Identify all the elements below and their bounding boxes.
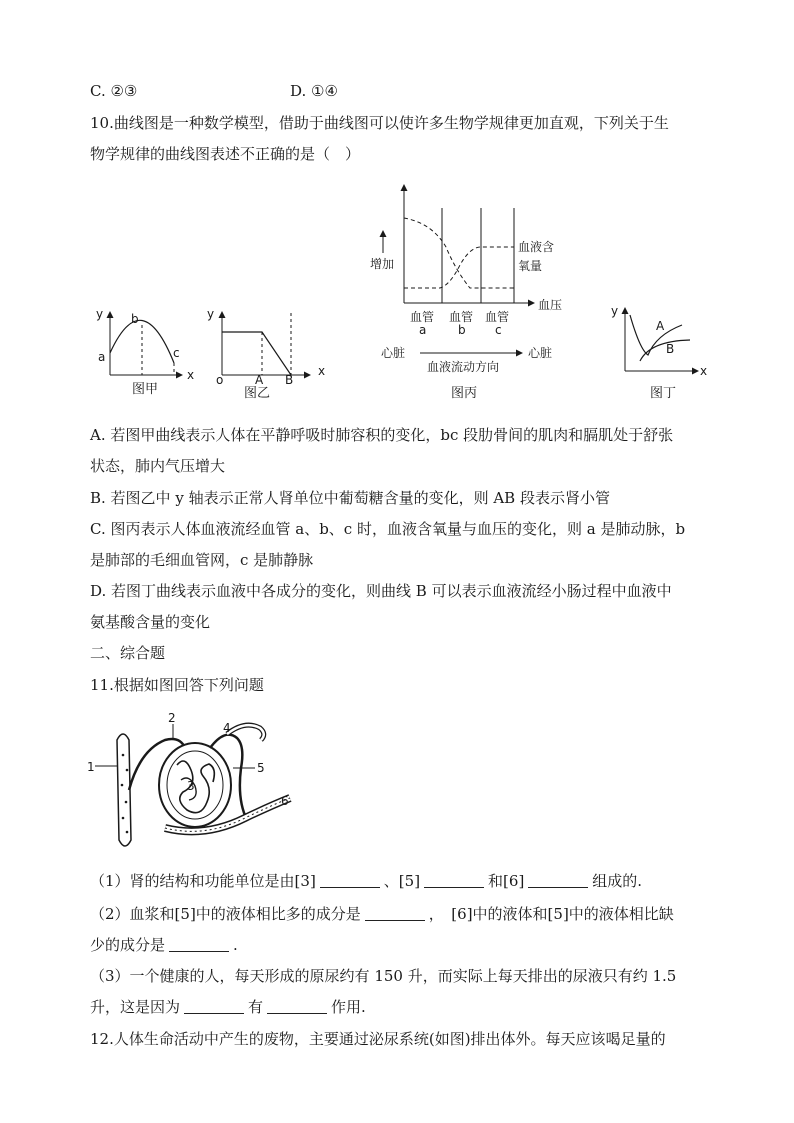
yi-A-label: A bbox=[255, 373, 264, 387]
yi-caption: 图乙 bbox=[244, 386, 271, 401]
bing-pressure-label: 血压 bbox=[538, 298, 563, 312]
q10-stem-line1: 10.曲线图是一种数学模型，借助于曲线图可以使许多生物学规律更加直观，下列关于生 bbox=[90, 114, 669, 132]
section-heading: 二、综合题 bbox=[90, 644, 166, 662]
figure-jia bbox=[96, 307, 194, 397]
jia-b-label: b bbox=[131, 312, 139, 326]
nephron-label-4: 4 bbox=[223, 721, 231, 735]
bing-c-label: c bbox=[495, 323, 502, 337]
bing-oxygen-label1: 血液含 bbox=[518, 240, 555, 254]
q11-title: 11.根据如图回答下列问题 bbox=[90, 676, 264, 694]
bing-vessel-b: 血管 bbox=[449, 310, 474, 324]
ding-B-label: B bbox=[666, 342, 675, 356]
q11-sub3-line2 bbox=[90, 997, 366, 1017]
q11-blank-3[interactable] bbox=[320, 873, 380, 888]
ding-y-label: y bbox=[611, 304, 619, 318]
q11-blank-5[interactable] bbox=[424, 873, 484, 888]
nephron-label-2: 2 bbox=[168, 711, 176, 725]
q11-sub2-text-a: （2）血浆和[5]中的液体相比多的成分是 bbox=[90, 905, 361, 923]
bing-b-label: b bbox=[458, 323, 466, 337]
bing-flow-label: 血液流动方向 bbox=[427, 360, 500, 374]
q10-option-d-line1: D. 若图丁曲线表示血液中各成分的变化，则曲线 B 可以表示血液流经小肠过程中血液中 bbox=[90, 582, 672, 600]
nephron-label-3: 3 bbox=[187, 779, 195, 793]
jia-a-label: a bbox=[98, 350, 106, 364]
bing-increase-label: 增加 bbox=[370, 257, 395, 271]
jia-caption: 图甲 bbox=[132, 382, 159, 397]
figure-ding bbox=[611, 304, 707, 401]
jia-y-label: y bbox=[96, 307, 104, 321]
q11-sub3-text-b: 升，这是因为 bbox=[90, 998, 181, 1016]
q11-sub2-text-d: . bbox=[233, 936, 238, 954]
q10-stem-line2: 物学规律的曲线图表述不正确的是（ ） bbox=[90, 145, 361, 163]
nephron-label-1: 1 bbox=[87, 760, 95, 774]
q10-option-b: B. 若图乙中 y 轴表示正常人肾单位中葡萄糖含量的变化，则 AB 段表示肾小管 bbox=[90, 489, 610, 507]
q11-blank-effect[interactable] bbox=[267, 999, 327, 1014]
figure-bing bbox=[370, 185, 562, 401]
q10-option-c-line1: C. 图丙表示人体血液流经血管 a、b、c 时，血液含氧量与血压的变化，则 a 是肺动脉，b bbox=[90, 520, 686, 538]
q10-figures bbox=[0, 175, 794, 405]
q11-sub1-text-a: （1）肾的结构和功能单位是由[3] bbox=[90, 872, 316, 890]
ding-x-label: x bbox=[700, 364, 708, 378]
q11-blank-6[interactable] bbox=[528, 873, 588, 888]
q11-sub3-text-c: 有 bbox=[248, 998, 264, 1016]
yi-x-label: x bbox=[318, 364, 326, 378]
ding-caption: 图丁 bbox=[650, 386, 677, 401]
bing-heart-left: 心脏 bbox=[381, 346, 406, 360]
q11-sub2-text-c: 少的成分是 bbox=[90, 936, 166, 954]
q11-sub2-text-b: ， [6]中的液体和[5]中的液体相比缺 bbox=[428, 905, 674, 923]
q10-option-c-line2: 是肺部的毛细血管网，c 是肺静脉 bbox=[90, 551, 314, 569]
yi-B-label: B bbox=[285, 373, 294, 387]
bing-vessel-a: 血管 bbox=[410, 310, 435, 324]
q10-option-a-line1: A. 若图甲曲线表示人体在平静呼吸时肺容积的变化，bc 段肋骨间的肌肉和膈肌处于舒张 bbox=[90, 426, 674, 444]
jia-x-label: x bbox=[187, 368, 195, 382]
bing-a-label: a bbox=[419, 323, 427, 337]
q11-blank-more[interactable] bbox=[365, 906, 425, 921]
yi-o-label: o bbox=[216, 373, 224, 387]
q11-blank-reason[interactable] bbox=[184, 999, 244, 1014]
q10-option-a-line2: 状态，肺内气压增大 bbox=[90, 457, 226, 475]
bing-caption: 图丙 bbox=[451, 386, 478, 401]
nephron-diagram bbox=[85, 710, 305, 860]
q11-sub1-text-b: 、[5] bbox=[383, 872, 421, 890]
q11-sub1 bbox=[90, 871, 642, 891]
q11-sub1-text-c: 和[6] bbox=[488, 872, 525, 890]
q11-sub3-line1: （3）一个健康的人，每天形成的原尿约有 150 升，而实际上每天排出的尿液只有约 1.5 bbox=[90, 967, 677, 985]
q12-stem-line1: 12.人体生命活动中产生的废物，主要通过泌尿系统(如图)排出体外。每天应该喝足量的 bbox=[90, 1030, 666, 1048]
nephron-label-6: 6 bbox=[281, 794, 289, 808]
q10-option-d-line2: 氨基酸含量的变化 bbox=[90, 613, 211, 631]
q11-sub2-line1 bbox=[90, 904, 674, 924]
q11-sub2-line2 bbox=[90, 935, 238, 955]
q11-blank-less[interactable] bbox=[169, 937, 229, 952]
q11-sub1-text-d: 组成的. bbox=[592, 872, 643, 890]
figure-yi bbox=[207, 307, 325, 401]
nephron-label-5: 5 bbox=[257, 761, 265, 775]
option-d: D. ①④ bbox=[290, 82, 338, 100]
bing-oxygen-label2: 氧量 bbox=[518, 259, 543, 273]
jia-c-label: c bbox=[173, 346, 180, 360]
q11-sub3-text-d: 作用. bbox=[331, 998, 366, 1016]
yi-y-label: y bbox=[207, 307, 215, 321]
bing-vessel-c: 血管 bbox=[485, 310, 510, 324]
bing-heart-right: 心脏 bbox=[528, 346, 553, 360]
ding-A-label: A bbox=[656, 319, 665, 333]
option-c: C. ②③ bbox=[90, 82, 138, 100]
